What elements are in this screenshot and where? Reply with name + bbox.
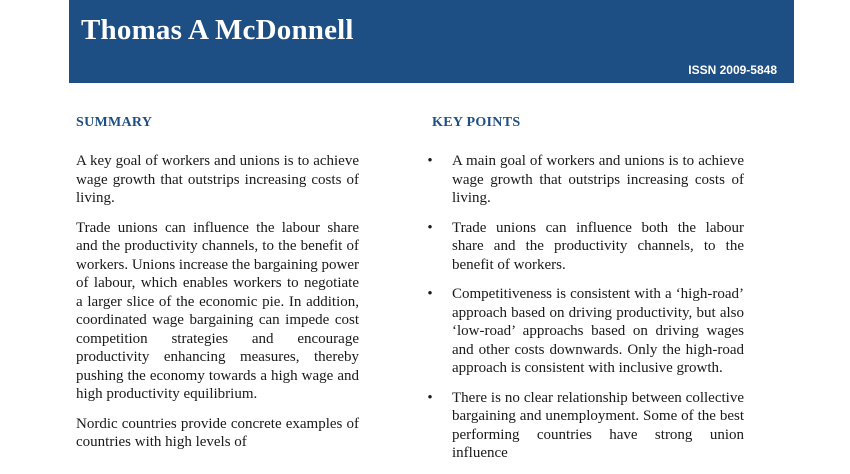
key-point-text: A main goal of workers and unions is to achieve wage growth that outstrips increasing costs of living. <box>452 153 744 206</box>
key-point-item <box>424 152 744 208</box>
key-point-text: Competitiveness is consistent with a ‘high-road’ approach based on driving productivity, but also ‘low-road’ approachs based on driving wages and other costs downwards. Only the high-road approach is consistent with inclusive growth. <box>452 286 744 376</box>
key-points-list <box>424 152 744 463</box>
issn-label: ISSN 2009-5848 <box>688 63 777 77</box>
key-point-text: Trade unions can influence both the labour share and the productivity channels, to the benefit of workers. <box>452 219 744 273</box>
summary-paragraph: A key goal of workers and unions is to achieve wage growth that outstrips increasing costs of living. <box>76 153 359 206</box>
author-name: Thomas A McDonnell <box>81 14 354 46</box>
key-point-item <box>424 285 744 378</box>
bullet-icon: • <box>427 219 433 236</box>
bullet-icon: • <box>427 153 433 169</box>
summary-column <box>76 152 359 463</box>
key-point-item <box>424 389 744 463</box>
key-point-item <box>424 219 744 275</box>
key-points-column <box>424 152 744 474</box>
key-points-heading: KEY POINTS <box>432 115 521 130</box>
bullet-icon: • <box>427 286 433 302</box>
summary-paragraph: Trade unions can influence the labour share and the productivity channels, to the benefit of workers. Unions increase the bargaining power of labour, which enables workers to negotiate a larger slice of the economic pie. In addition, coordinated wage bargaining can impede cost competition strategies and encourage productivity enhancing measures, thereby pushing the economy towards a high wage and high productivity equilibrium. <box>76 219 359 402</box>
summary-heading: SUMMARY <box>76 115 153 130</box>
header-banner <box>69 0 794 83</box>
key-point-text: There is no clear relationship between collective bargaining and unemployment. Some of the best performing countries have strong union influence <box>452 389 744 461</box>
bullet-icon: • <box>427 389 433 406</box>
summary-paragraph: Nordic countries provide concrete examples of countries with high levels of <box>76 415 359 450</box>
